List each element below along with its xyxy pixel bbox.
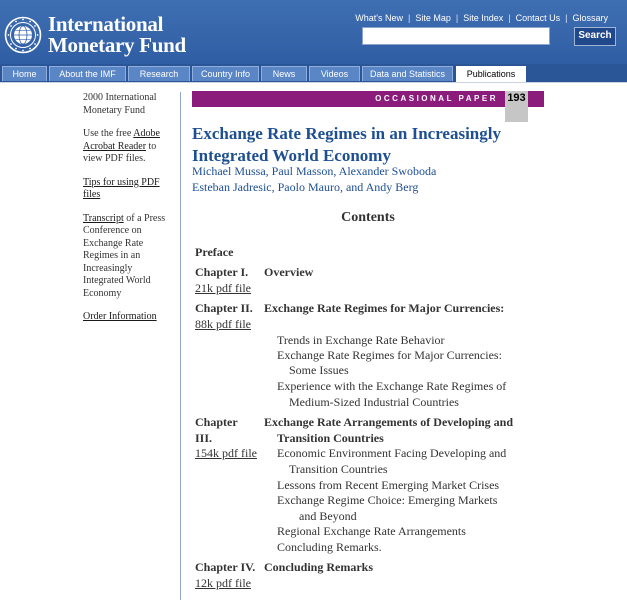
toc-chapter4-pdf-link[interactable]: 12k pdf file: [195, 576, 251, 590]
toc-chapter1-pdf-link[interactable]: 21k pdf file: [195, 281, 251, 295]
pdf-tips: [83, 177, 175, 202]
transcript-note: [83, 213, 175, 301]
publication-credit-line2: Monetary Fund: [83, 104, 145, 116]
transcript-description: of a Press Conference on Exchange Rate Regimes in an Increasingly Integrated World Economy: [83, 212, 166, 299]
order-information-link[interactable]: Order Information: [83, 311, 157, 322]
toc-chapter3-title-cont: Transition Countries: [277, 431, 384, 445]
nav-divider: [0, 82, 627, 83]
main-nav-tabs: [0, 64, 627, 82]
paper-number-badge: 193: [505, 91, 528, 122]
tab-videos[interactable]: Videos: [309, 66, 360, 81]
tab-about-the-imf[interactable]: About the IMF: [49, 66, 126, 81]
contents-heading: Contents: [341, 210, 395, 225]
toc-item-continued: Transition Countries: [289, 462, 388, 476]
site-index-link[interactable]: Site Index: [463, 13, 504, 23]
tab-country-info[interactable]: Country Info: [192, 66, 259, 81]
tab-data-and-statistics[interactable]: Data and Statistics: [362, 66, 453, 81]
toc-chapter2-label: Chapter II.: [195, 301, 253, 315]
toc-chapter4-title: Concluding Remarks: [264, 560, 374, 574]
authors-line2: Esteban Jadresic, Paolo Mauro, and Andy Berg: [192, 179, 419, 194]
toc-item: Regional Exchange Rate Arrangements: [277, 524, 466, 538]
toc-chapter1-title: Overview: [264, 265, 314, 279]
glossary-link[interactable]: Glossary: [572, 13, 608, 23]
toc-item-continued: Medium-Sized Industrial Countries: [289, 395, 459, 409]
acrobat-note: [83, 128, 175, 166]
toc-item-continued: Some Issues: [289, 363, 349, 377]
acrobat-note-prefix: Use the free: [83, 128, 134, 139]
toc-item-continued: and Beyond: [299, 509, 357, 523]
imf-seal-icon[interactable]: [4, 16, 42, 54]
page-title: Exchange Rate Regimes in an Increasingly Integrated World Economy: [192, 124, 501, 165]
toc-chapter3-label-cont: III.: [195, 431, 213, 445]
whats-new-link[interactable]: What's New: [355, 13, 404, 23]
search-input[interactable]: [362, 27, 550, 45]
link-separator: |: [455, 13, 459, 23]
tips-for-using-pdf-link[interactable]: Tips for using PDF files: [83, 176, 160, 200]
publication-credit: [83, 92, 175, 117]
link-separator: |: [408, 13, 411, 23]
authors-line1: Michael Mussa, Paul Masson, Alexander Swoboda: [192, 164, 437, 178]
toc-chapter2-title: Exchange Rate Regimes for Major Currencies:: [264, 301, 505, 315]
link-separator: |: [565, 13, 568, 23]
sidebar: [83, 92, 175, 335]
toc-item: Trends in Exchange Rate Behavior: [277, 333, 445, 347]
toc-chapter2-pdf-link[interactable]: 88k pdf file: [195, 317, 251, 331]
toc-chapter3-label: Chapter: [195, 415, 238, 429]
utility-links: [350, 11, 613, 25]
banner-label: OCCASIONAL PAPER: [375, 94, 498, 103]
org-name-line1: International: [48, 12, 164, 36]
occasional-paper-banner: [192, 91, 544, 107]
toc-item: Economic Environment Facing Developing and: [277, 446, 507, 460]
tab-news[interactable]: News: [261, 66, 307, 81]
transcript-link[interactable]: Transcript: [83, 212, 124, 224]
toc-item: Exchange Rate Regimes for Major Currencies:: [277, 348, 502, 362]
sidebar-divider: [180, 92, 181, 600]
author-list: [192, 164, 552, 195]
order-info: [83, 311, 175, 324]
toc-item: Experience with the Exchange Rate Regimes of: [277, 379, 507, 393]
toc-item: Lessons from Recent Emerging Market Crises: [277, 478, 500, 492]
toc-chapter1-label: Chapter I.: [195, 265, 249, 279]
org-name-line2: Monetary Fund: [48, 33, 186, 57]
site-header: [0, 0, 627, 66]
toc-chapter4-label: Chapter IV.: [195, 560, 256, 574]
tab-publications[interactable]: Publications: [456, 66, 526, 82]
acrobat-note-suffix: to view PDF files.: [83, 140, 157, 164]
org-name[interactable]: [48, 14, 186, 56]
site-map-link[interactable]: Site Map: [415, 13, 451, 23]
toc-chapter3-title: Exchange Rate Arrangements of Developing and: [264, 415, 513, 429]
tab-home[interactable]: Home: [2, 66, 47, 81]
contact-us-link[interactable]: Contact Us: [515, 13, 561, 23]
toc-chapter3-pdf-link[interactable]: 154k pdf file: [195, 446, 257, 460]
link-separator: |: [508, 13, 511, 23]
publication-credit-line1: 2000 International: [83, 92, 157, 103]
search-button[interactable]: Search: [574, 27, 616, 46]
toc-item: Concluding Remarks.: [277, 540, 382, 554]
adobe-acrobat-reader-link[interactable]: Adobe Acrobat Reader: [83, 128, 160, 152]
toc-preface: Preface: [195, 245, 234, 259]
tab-research[interactable]: Research: [128, 66, 190, 81]
toc-item: Exchange Regime Choice: Emerging Markets: [277, 493, 498, 507]
